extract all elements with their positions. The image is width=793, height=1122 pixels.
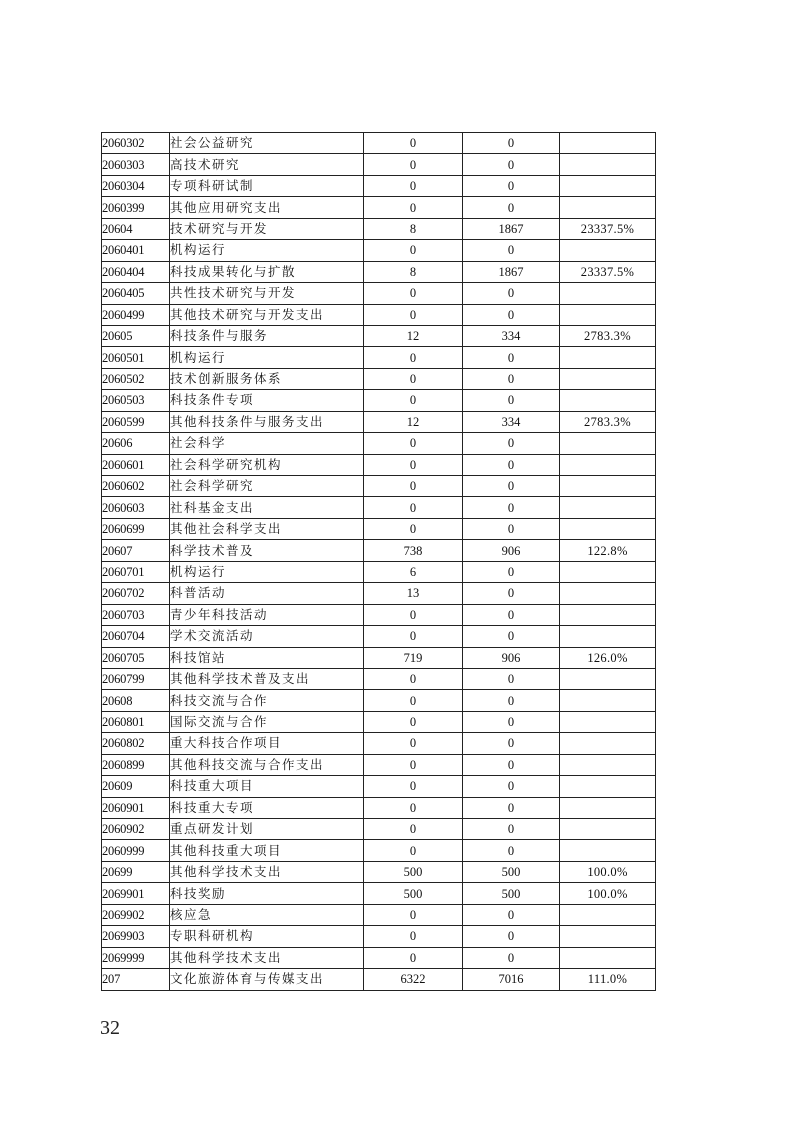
code-cell: 2060801	[102, 711, 170, 732]
table-row	[102, 497, 656, 518]
percent-cell: 100.0%	[560, 861, 656, 882]
value-cell-2: 334	[463, 411, 560, 432]
name-cell: 其他社会科学支出	[170, 518, 364, 539]
value-cell-2: 0	[463, 197, 560, 218]
percent-cell: 2783.3%	[560, 411, 656, 432]
value-cell-2: 0	[463, 304, 560, 325]
table-row	[102, 819, 656, 840]
value-cell-2: 500	[463, 861, 560, 882]
table-row	[102, 626, 656, 647]
code-cell: 20609	[102, 776, 170, 797]
table-row	[102, 283, 656, 304]
value-cell-1: 500	[364, 861, 463, 882]
code-cell: 2060704	[102, 626, 170, 647]
value-cell-2: 0	[463, 518, 560, 539]
value-cell-1: 13	[364, 583, 463, 604]
percent-cell	[560, 754, 656, 775]
code-cell: 2060899	[102, 754, 170, 775]
code-cell: 2060304	[102, 175, 170, 196]
table-body	[102, 133, 656, 991]
table-row	[102, 969, 656, 990]
code-cell: 2060705	[102, 647, 170, 668]
value-cell-2: 0	[463, 604, 560, 625]
code-cell: 2060405	[102, 283, 170, 304]
value-cell-1: 8	[364, 218, 463, 239]
value-cell-1: 0	[364, 197, 463, 218]
code-cell: 2060699	[102, 518, 170, 539]
code-cell: 2069901	[102, 883, 170, 904]
value-cell-2: 1867	[463, 261, 560, 282]
name-cell: 其他应用研究支出	[170, 197, 364, 218]
name-cell: 其他技术研究与开发支出	[170, 304, 364, 325]
table-row	[102, 797, 656, 818]
table-row	[102, 325, 656, 346]
name-cell: 科技重大项目	[170, 776, 364, 797]
value-cell-1: 0	[364, 754, 463, 775]
value-cell-1: 0	[364, 518, 463, 539]
percent-cell	[560, 604, 656, 625]
table-row	[102, 604, 656, 625]
code-cell: 2060702	[102, 583, 170, 604]
table-row	[102, 518, 656, 539]
table-row	[102, 197, 656, 218]
name-cell: 青少年科技活动	[170, 604, 364, 625]
code-cell: 2060401	[102, 240, 170, 261]
value-cell-2: 0	[463, 368, 560, 389]
table-row	[102, 218, 656, 239]
code-cell: 20699	[102, 861, 170, 882]
value-cell-1: 8	[364, 261, 463, 282]
name-cell: 其他科技交流与合作支出	[170, 754, 364, 775]
value-cell-1: 0	[364, 433, 463, 454]
value-cell-1: 0	[364, 497, 463, 518]
value-cell-2: 0	[463, 583, 560, 604]
value-cell-1: 0	[364, 390, 463, 411]
name-cell: 科学技术普及	[170, 540, 364, 561]
table-row	[102, 711, 656, 732]
name-cell: 社会科学研究	[170, 476, 364, 497]
code-cell: 20607	[102, 540, 170, 561]
table-row	[102, 668, 656, 689]
value-cell-1: 0	[364, 947, 463, 968]
value-cell-1: 0	[364, 819, 463, 840]
value-cell-1: 0	[364, 154, 463, 175]
percent-cell	[560, 518, 656, 539]
code-cell: 2060303	[102, 154, 170, 175]
code-cell: 2060499	[102, 304, 170, 325]
value-cell-2: 0	[463, 926, 560, 947]
percent-cell	[560, 797, 656, 818]
percent-cell	[560, 133, 656, 154]
name-cell: 国际交流与合作	[170, 711, 364, 732]
name-cell: 其他科技条件与服务支出	[170, 411, 364, 432]
value-cell-1: 0	[364, 711, 463, 732]
value-cell-2: 334	[463, 325, 560, 346]
value-cell-2: 7016	[463, 969, 560, 990]
percent-cell	[560, 626, 656, 647]
value-cell-2: 0	[463, 476, 560, 497]
name-cell: 机构运行	[170, 347, 364, 368]
value-cell-2: 0	[463, 561, 560, 582]
value-cell-1: 719	[364, 647, 463, 668]
code-cell: 2060902	[102, 819, 170, 840]
value-cell-2: 0	[463, 904, 560, 925]
value-cell-2: 0	[463, 497, 560, 518]
value-cell-1: 0	[364, 175, 463, 196]
table-row	[102, 411, 656, 432]
value-cell-2: 1867	[463, 218, 560, 239]
value-cell-1: 0	[364, 283, 463, 304]
percent-cell	[560, 926, 656, 947]
table-row	[102, 304, 656, 325]
name-cell: 机构运行	[170, 240, 364, 261]
value-cell-2: 0	[463, 626, 560, 647]
value-cell-2: 0	[463, 283, 560, 304]
percent-cell: 122.8%	[560, 540, 656, 561]
percent-cell	[560, 733, 656, 754]
name-cell: 社科基金支出	[170, 497, 364, 518]
code-cell: 2060302	[102, 133, 170, 154]
value-cell-2: 0	[463, 433, 560, 454]
code-cell: 20608	[102, 690, 170, 711]
name-cell: 科技重大专项	[170, 797, 364, 818]
table-row	[102, 368, 656, 389]
table-row	[102, 561, 656, 582]
table-row	[102, 390, 656, 411]
value-cell-2: 0	[463, 819, 560, 840]
value-cell-2: 0	[463, 733, 560, 754]
value-cell-1: 0	[364, 454, 463, 475]
percent-cell	[560, 904, 656, 925]
table-row	[102, 690, 656, 711]
name-cell: 机构运行	[170, 561, 364, 582]
value-cell-2: 0	[463, 347, 560, 368]
table-row	[102, 861, 656, 882]
percent-cell	[560, 711, 656, 732]
code-cell: 20605	[102, 325, 170, 346]
name-cell: 其他科技重大项目	[170, 840, 364, 861]
name-cell: 专项科研试制	[170, 175, 364, 196]
value-cell-2: 0	[463, 711, 560, 732]
value-cell-1: 12	[364, 325, 463, 346]
percent-cell	[560, 668, 656, 689]
name-cell: 其他科学技术支出	[170, 861, 364, 882]
percent-cell	[560, 390, 656, 411]
name-cell: 科技条件与服务	[170, 325, 364, 346]
name-cell: 科技奖励	[170, 883, 364, 904]
percent-cell	[560, 240, 656, 261]
table-row	[102, 754, 656, 775]
code-cell: 2060999	[102, 840, 170, 861]
value-cell-1: 0	[364, 668, 463, 689]
table-row	[102, 175, 656, 196]
value-cell-1: 12	[364, 411, 463, 432]
name-cell: 技术创新服务体系	[170, 368, 364, 389]
value-cell-1: 500	[364, 883, 463, 904]
name-cell: 社会科学研究机构	[170, 454, 364, 475]
percent-cell	[560, 840, 656, 861]
percent-cell	[560, 497, 656, 518]
value-cell-2: 0	[463, 454, 560, 475]
code-cell: 2060399	[102, 197, 170, 218]
name-cell: 科普活动	[170, 583, 364, 604]
table-row	[102, 733, 656, 754]
name-cell: 重点研发计划	[170, 819, 364, 840]
percent-cell	[560, 690, 656, 711]
value-cell-2: 0	[463, 754, 560, 775]
percent-cell	[560, 433, 656, 454]
percent-cell	[560, 776, 656, 797]
value-cell-2: 0	[463, 668, 560, 689]
code-cell: 2060601	[102, 454, 170, 475]
value-cell-1: 0	[364, 476, 463, 497]
value-cell-1: 0	[364, 626, 463, 647]
percent-cell: 23337.5%	[560, 261, 656, 282]
value-cell-1: 6	[364, 561, 463, 582]
code-cell: 2060603	[102, 497, 170, 518]
percent-cell: 111.0%	[560, 969, 656, 990]
value-cell-1: 0	[364, 368, 463, 389]
percent-cell: 23337.5%	[560, 218, 656, 239]
table-row	[102, 540, 656, 561]
table-row	[102, 433, 656, 454]
value-cell-2: 0	[463, 154, 560, 175]
table-row	[102, 476, 656, 497]
name-cell: 社会公益研究	[170, 133, 364, 154]
code-cell: 2060503	[102, 390, 170, 411]
value-cell-1: 0	[364, 604, 463, 625]
code-cell: 2060404	[102, 261, 170, 282]
percent-cell	[560, 947, 656, 968]
table-row	[102, 240, 656, 261]
value-cell-2: 906	[463, 540, 560, 561]
code-cell: 2060703	[102, 604, 170, 625]
table-row	[102, 947, 656, 968]
budget-table	[101, 132, 656, 991]
table-row	[102, 926, 656, 947]
code-cell: 2060502	[102, 368, 170, 389]
value-cell-1: 0	[364, 797, 463, 818]
name-cell: 社会科学	[170, 433, 364, 454]
percent-cell: 2783.3%	[560, 325, 656, 346]
percent-cell	[560, 819, 656, 840]
value-cell-2: 500	[463, 883, 560, 904]
code-cell: 2069903	[102, 926, 170, 947]
percent-cell	[560, 368, 656, 389]
value-cell-1: 0	[364, 133, 463, 154]
table-row	[102, 583, 656, 604]
table-row	[102, 154, 656, 175]
value-cell-2: 0	[463, 690, 560, 711]
table-row	[102, 840, 656, 861]
value-cell-1: 0	[364, 347, 463, 368]
value-cell-2: 0	[463, 947, 560, 968]
value-cell-2: 0	[463, 175, 560, 196]
code-cell: 2060799	[102, 668, 170, 689]
name-cell: 科技成果转化与扩散	[170, 261, 364, 282]
table-row	[102, 454, 656, 475]
percent-cell	[560, 283, 656, 304]
value-cell-2: 906	[463, 647, 560, 668]
percent-cell	[560, 454, 656, 475]
code-cell: 2060602	[102, 476, 170, 497]
name-cell: 文化旅游体育与传媒支出	[170, 969, 364, 990]
value-cell-1: 6322	[364, 969, 463, 990]
table-row	[102, 647, 656, 668]
name-cell: 共性技术研究与开发	[170, 283, 364, 304]
percent-cell	[560, 561, 656, 582]
name-cell: 重大科技合作项目	[170, 733, 364, 754]
value-cell-1: 0	[364, 926, 463, 947]
page-number: 32	[100, 1017, 120, 1039]
code-cell: 2069902	[102, 904, 170, 925]
table-row	[102, 133, 656, 154]
name-cell: 学术交流活动	[170, 626, 364, 647]
value-cell-1: 738	[364, 540, 463, 561]
code-cell: 2060701	[102, 561, 170, 582]
table-row	[102, 347, 656, 368]
value-cell-1: 0	[364, 776, 463, 797]
name-cell: 其他科学技术普及支出	[170, 668, 364, 689]
value-cell-2: 0	[463, 840, 560, 861]
code-cell: 20604	[102, 218, 170, 239]
percent-cell: 100.0%	[560, 883, 656, 904]
name-cell: 科技条件专项	[170, 390, 364, 411]
percent-cell	[560, 197, 656, 218]
percent-cell	[560, 175, 656, 196]
name-cell: 专职科研机构	[170, 926, 364, 947]
table-row	[102, 883, 656, 904]
name-cell: 其他科学技术支出	[170, 947, 364, 968]
name-cell: 科技馆站	[170, 647, 364, 668]
code-cell: 207	[102, 969, 170, 990]
percent-cell: 126.0%	[560, 647, 656, 668]
table-row	[102, 776, 656, 797]
percent-cell	[560, 154, 656, 175]
code-cell: 2069999	[102, 947, 170, 968]
value-cell-1: 0	[364, 733, 463, 754]
percent-cell	[560, 347, 656, 368]
name-cell: 科技交流与合作	[170, 690, 364, 711]
code-cell: 2060599	[102, 411, 170, 432]
code-cell: 2060802	[102, 733, 170, 754]
name-cell: 高技术研究	[170, 154, 364, 175]
percent-cell	[560, 583, 656, 604]
value-cell-2: 0	[463, 390, 560, 411]
name-cell: 核应急	[170, 904, 364, 925]
value-cell-1: 0	[364, 690, 463, 711]
value-cell-1: 0	[364, 904, 463, 925]
value-cell-1: 0	[364, 840, 463, 861]
code-cell: 20606	[102, 433, 170, 454]
name-cell: 技术研究与开发	[170, 218, 364, 239]
value-cell-2: 0	[463, 240, 560, 261]
value-cell-2: 0	[463, 797, 560, 818]
table-row	[102, 261, 656, 282]
value-cell-2: 0	[463, 776, 560, 797]
code-cell: 2060501	[102, 347, 170, 368]
percent-cell	[560, 476, 656, 497]
value-cell-2: 0	[463, 133, 560, 154]
table-row	[102, 904, 656, 925]
value-cell-1: 0	[364, 240, 463, 261]
percent-cell	[560, 304, 656, 325]
value-cell-1: 0	[364, 304, 463, 325]
code-cell: 2060901	[102, 797, 170, 818]
